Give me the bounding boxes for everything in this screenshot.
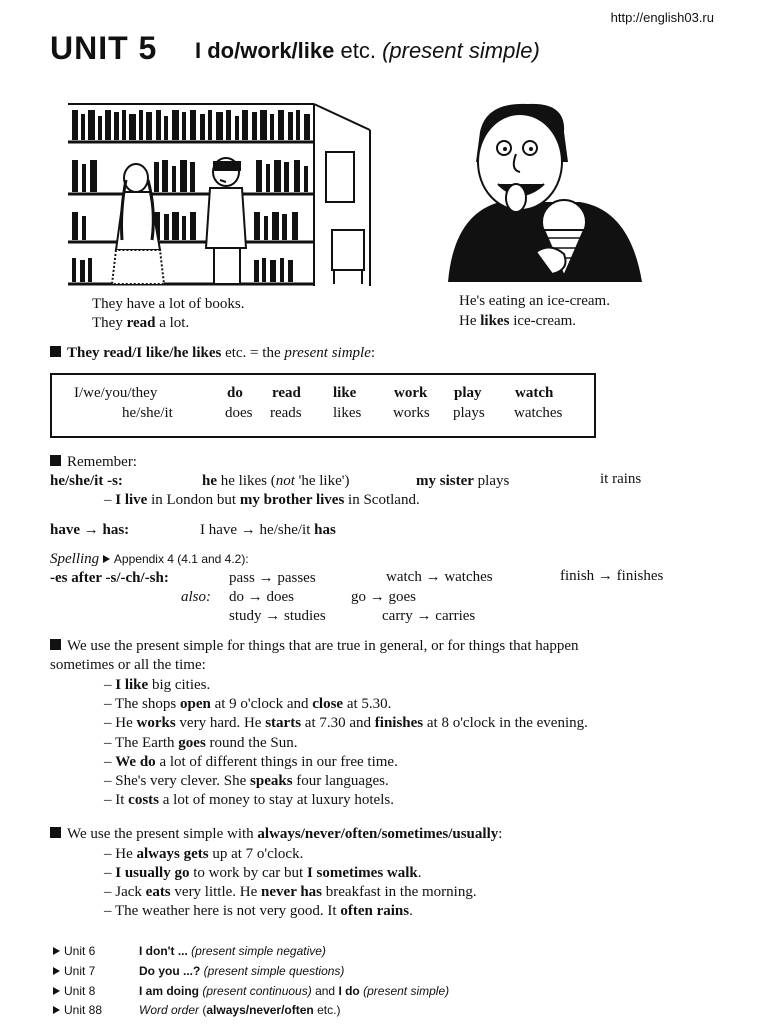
spelling-example-1: pass → passes [229, 570, 316, 586]
table-verb-third: watches [514, 405, 563, 421]
intro-line: They read/I like/he likes etc. = the present simple: [50, 344, 375, 363]
remember-rule: he/she/it -s: [50, 473, 123, 489]
spelling-example-4: do → does [229, 589, 294, 605]
remember-example-2: my sister plays [416, 473, 510, 489]
arrow-right-icon [53, 947, 60, 955]
usage2-intro: We use the present simple with always/never/often/sometimes/usually: [50, 825, 502, 844]
table-verb-base: play [454, 385, 482, 401]
bullet-square-icon [50, 455, 61, 466]
footer-ref-unit7[interactable]: Unit 7 Do you ...? (present simple questions) [53, 964, 344, 978]
caption-right-2: He likes ice-cream. [459, 313, 577, 329]
spelling-example-3: finish → finishes [560, 568, 664, 584]
unit-number: UNIT 5 [50, 30, 158, 66]
remember-example-3: it rains [600, 471, 642, 487]
table-verb-base: do [227, 385, 243, 401]
footer-ref-unit6[interactable]: Unit 6 I don't ... (present simple negative) [53, 944, 326, 958]
usage2-example: – The weather here is not very good. It often rains. [104, 902, 413, 921]
usage1-intro: We use the present simple for things that are true in general, or for things that happen [50, 637, 579, 656]
source-url: http://english03.ru [610, 10, 714, 25]
conjugation-table [50, 373, 596, 438]
usage1-example: – The shops open at 9 o'clock and close at 5.30. [104, 695, 391, 714]
table-subject-plural: I/we/you/they [74, 385, 158, 401]
arrow-right-icon [53, 1006, 60, 1014]
table-verb-base: read [272, 385, 301, 401]
table-verb-third: works [393, 405, 430, 421]
table-verb-base: watch [515, 385, 554, 401]
usage1-example: – The Earth goes round the Sun. [104, 734, 297, 753]
arrow-right-icon [103, 555, 110, 563]
caption-right-1: He's eating an ice-cream. [459, 293, 610, 309]
table-verb-third: likes [333, 405, 362, 421]
usage2-example: – He always gets up at 7 o'clock. [104, 845, 303, 864]
bullet-square-icon [50, 346, 61, 357]
remember-example-1: he he likes (not 'he like') [202, 473, 350, 489]
remember-heading: Remember: [50, 453, 137, 472]
footer-ref-unit8[interactable]: Unit 8 I am doing (present continuous) and I do (present simple) [53, 984, 449, 998]
table-verb-base: work [394, 385, 428, 401]
table-subject-singular: he/she/it [122, 405, 173, 421]
usage2-example: – I usually go to work by car but I sometimes walk. [104, 864, 422, 883]
library-illustration [64, 100, 374, 288]
caption-left-2: They read a lot. [92, 315, 190, 331]
remember-example-4: – I live in London but my brother lives in Scotland. [104, 491, 420, 510]
spelling-rule: -es after -s/-ch/-sh: [50, 570, 169, 586]
spelling-example-5: go → goes [351, 589, 416, 605]
table-verb-third: plays [453, 405, 485, 421]
spelling-heading: Spelling Appendix 4 (4.1 and 4.2): [50, 551, 249, 567]
table-verb-base: like [333, 385, 357, 401]
unit-title: I do/work/like etc. (present simple) [195, 38, 540, 63]
usage1-example: – He works very hard. He starts at 7.30 and finishes at 8 o'clock in the evening. [104, 714, 588, 733]
spelling-also: also: [181, 589, 211, 605]
ice-cream-illustration [440, 102, 650, 284]
footer-ref-unit88[interactable]: Unit 88 Word order (always/never/often etc.) [53, 1003, 340, 1017]
caption-left-1: They have a lot of books. [92, 296, 245, 312]
spelling-example-6: study → studies [229, 608, 326, 624]
have-example: I have → he/she/it has [200, 522, 336, 538]
usage1-example: – I like big cities. [104, 676, 210, 695]
usage2-example: – Jack eats very little. He never has breakfast in the morning. [104, 883, 477, 902]
bullet-square-icon [50, 639, 61, 650]
spelling-example-7: carry → carries [382, 608, 476, 624]
have-rule: have → has: [50, 522, 130, 538]
usage1-example: – We do a lot of different things in our free time. [104, 753, 398, 772]
usage1-intro-cont: sometimes or all the time: [50, 657, 206, 673]
arrow-right-icon [53, 967, 60, 975]
bullet-square-icon [50, 827, 61, 838]
spelling-example-2: watch → watches [386, 569, 493, 585]
table-verb-third: does [225, 405, 253, 421]
arrow-right-icon [53, 987, 60, 995]
usage1-example: – It costs a lot of money to stay at luxury hotels. [104, 791, 394, 810]
table-verb-third: reads [270, 405, 302, 421]
usage1-example: – She's very clever. She speaks four languages. [104, 772, 389, 791]
